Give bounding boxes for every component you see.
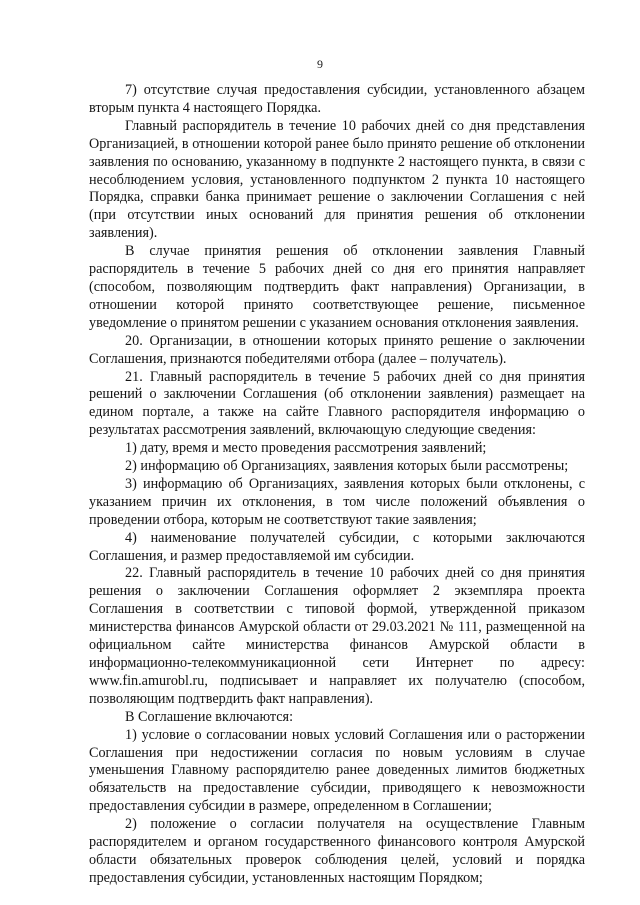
paragraph: 7) отсутствие случая предоставления субсидии, установленного абзацем вторым пункта 4 настоящего Порядка. — [89, 82, 585, 116]
page-number: 9 — [317, 57, 323, 71]
paragraph: 21. Главный распорядитель в течение 5 рабочих дней со дня принятия решений о заключении Соглашения (об отклонении заявления) размещает на едином портале, а также на сайте Главного распорядителя информацию о результатах рассмотрения заявлений, включающую следующие сведения: — [89, 368, 585, 439]
list-item: 4) наименование получателей субсидии, с которыми заключаются Соглашения, и размер предоставляемой им субсидии. — [89, 529, 585, 564]
list-item: 1) дату, время и место проведения рассмотрения заявлений; — [125, 440, 487, 457]
document-body — [89, 82, 585, 888]
paragraph: 22. Главный распорядитель в течение 10 рабочих дней со дня принятия решения о заключении Соглашения оформляет 2 экземпляра проекта Соглашения в соответствии с типовой формой, утвержденной приказом министерства финансов Амурской области от 29.03.2021 № 111, размещенной на официальном сайте министерства финансов Амурской области в информационно-телекоммуникационной сети Интернет по адресу: www.fin.amurobl.ru, подписывает и направляет их получателю (способом, позволяющим подтвердить факт направления). — [89, 565, 585, 707]
paragraph: В случае принятия решения об отклонении заявления Главный распорядитель в течение 5 рабочих дней со дня его принятия направляет (способом, позволяющим подтвердить факт направления) Организации, в отношении которой принято соответствующее решение, письменное уведомление о принятом решении с указанием основания отклонения заявления. — [89, 243, 585, 331]
paragraph: 20. Организации, в отношении которых принято решение о заключении Соглашения, признаются победителями отбора (далее – получатель). — [89, 332, 585, 367]
list-item: 3) информацию об Организациях, заявления которых были отклонены, с указанием причин их отклонения, в том числе положений объявления о проведении отбора, которым не соответствуют такие заявления; — [89, 475, 585, 528]
list-item: 2) положение о согласии получателя на осуществление Главным распорядителем и органом государственного финансового контроля Амурской области обязательных проверок соблюдения целей, условий и порядка предоставления субсидии, установленных настоящим Порядком; — [89, 816, 585, 886]
paragraph: В Соглашение включаются: — [125, 708, 294, 725]
list-item: 1) условие о согласовании новых условий Соглашения или о расторжении Соглашения при недостижении согласия по новым условиям в случае уменьшения Главному распорядителю ранее доведенных лимитов бюджетных обязательств на предоставление субсидии, приводящего к невозможности предоставления субсидии в размере, определенном в Соглашении; — [89, 726, 585, 815]
list-item: 2) информацию об Организациях, заявления которых были рассмотрены; — [125, 458, 569, 475]
paragraph: Главный распорядитель в течение 10 рабочих дней со дня представления Организацией, в отношении которой ранее было принято решение об отклонении заявления по основанию, указанному в подпункте 2 настоящего пункта, в связи с несоблюдением условия, установленного подпунктом 2 пункта 10 настоящего Порядка, справки банка принимает решение о заключении Соглашения с ней (при отсутствии иных оснований для принятия решения об отклонении заявления). — [89, 117, 585, 242]
